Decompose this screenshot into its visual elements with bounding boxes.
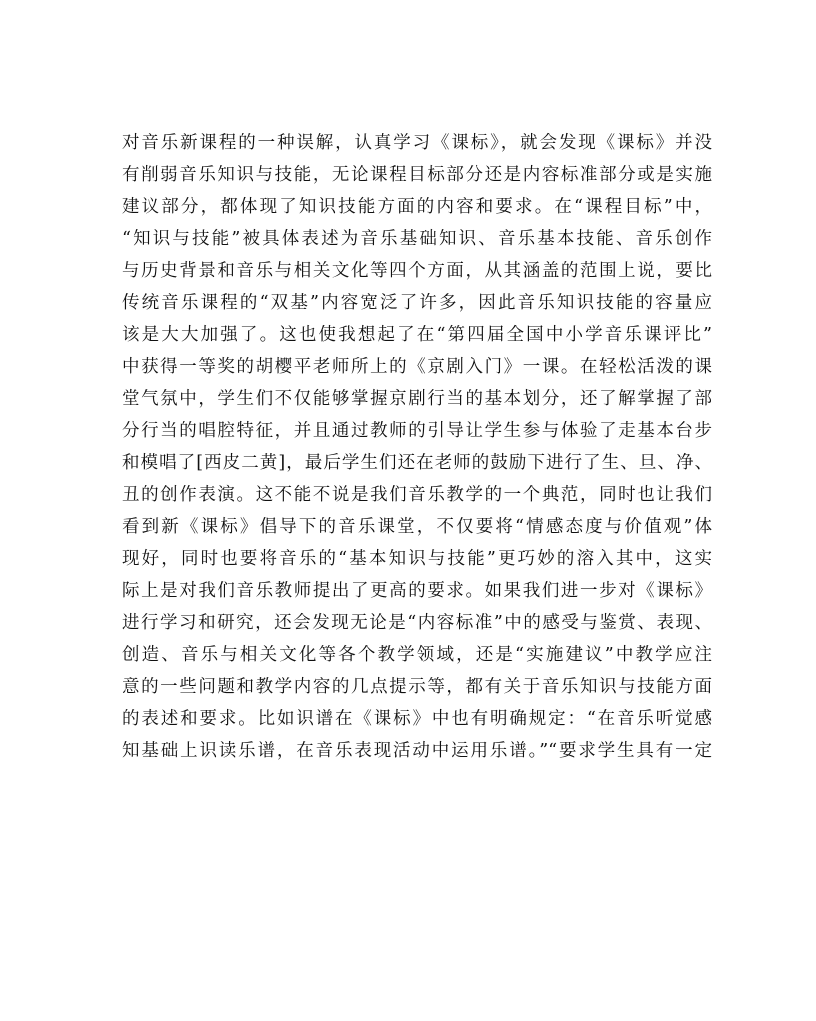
body-paragraph (122, 127, 712, 767)
text-line: 进行学习和研究，还会发现无论是“内容标准”中的感受与鉴赏、表现、 (122, 613, 712, 633)
text-line: 知基础上识读乐谱，在音乐表现活动中运用乐谱。”“要求学生具有一定 (122, 741, 712, 761)
text-line: 中获得一等奖的胡樱平老师所上的《京剧入门》一课。在轻松活泼的课 (122, 357, 712, 377)
text-line: 传统音乐课程的“双基”内容宽泛了许多，因此音乐知识技能的容量应 (122, 293, 712, 313)
text-line: 意的一些问题和教学内容的几点提示等，都有关于音乐知识与技能方面 (122, 677, 712, 697)
text-line: 丑的创作表演。这不能不说是我们音乐教学的一个典范，同时也让我们 (122, 485, 712, 505)
text-line: 的表述和要求。比如识谱在《课标》中也有明确规定：“在音乐听觉感 (122, 709, 712, 729)
text-line: 与历史背景和音乐与相关文化等四个方面，从其涵盖的范围上说，要比 (122, 261, 712, 281)
text-line: 有削弱音乐知识与技能，无论课程目标部分还是内容标准部分或是实施 (122, 165, 712, 185)
text-line: 建议部分，都体现了知识技能方面的内容和要求。在“课程目标”中， (122, 197, 712, 217)
text-line: 际上是对我们音乐教师提出了更高的要求。如果我们进一步对《课标》 (122, 581, 712, 601)
text-line: 分行当的唱腔特征，并且通过教师的引导让学生参与体验了走基本台步 (122, 421, 712, 441)
text-line: 对音乐新课程的一种误解，认真学习《课标》，就会发现《课标》并没 (122, 133, 712, 153)
text-line: 和模唱了[西皮二黄]，最后学生们还在老师的鼓励下进行了生、旦、净、 (122, 453, 712, 473)
text-line: 创造、音乐与相关文化等各个教学领域，还是“实施建议”中教学应注 (122, 645, 712, 665)
text-line: 现好，同时也要将音乐的“基本知识与技能”更巧妙的溶入其中，这实 (122, 549, 712, 569)
text-line: “知识与技能”被具体表述为音乐基础知识、音乐基本技能、音乐创作 (122, 229, 712, 249)
text-line: 堂气氛中，学生们不仅能够掌握京剧行当的基本划分，还了解掌握了部 (122, 389, 712, 409)
text-line: 看到新《课标》倡导下的音乐课堂，不仅要将“情感态度与价值观”体 (122, 517, 712, 537)
text-line: 该是大大加强了。这也使我想起了在“第四届全国中小学音乐课评比” (122, 325, 712, 345)
